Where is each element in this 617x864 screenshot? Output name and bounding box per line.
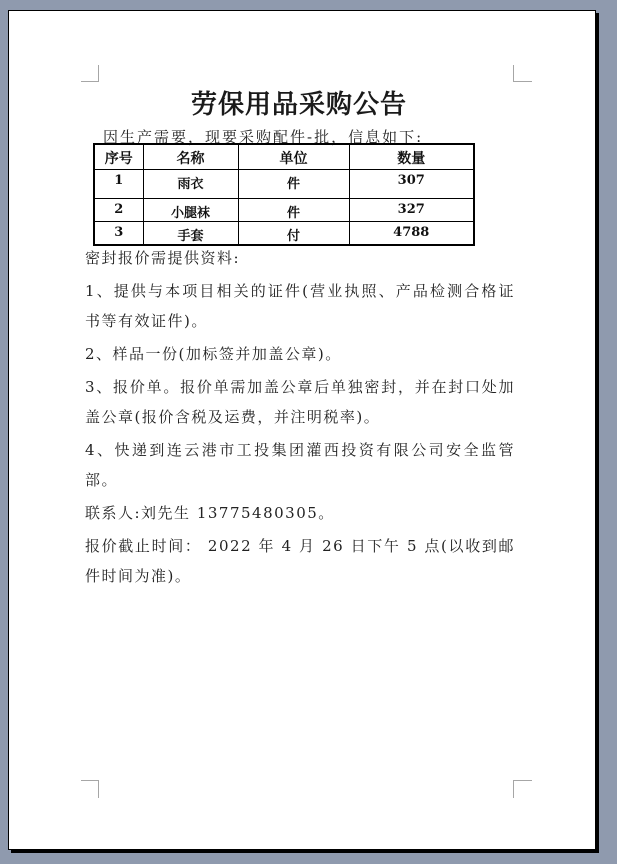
table-cell: 小腿袜 <box>143 198 238 221</box>
table-cell: 件 <box>238 198 349 221</box>
margin-crop-mark-top-left <box>81 65 99 82</box>
table-cell: 2 <box>94 198 143 221</box>
document-body <box>85 243 515 594</box>
table-cell: 手套 <box>143 221 238 245</box>
table-cell: 327 <box>349 198 474 221</box>
body-paragraph: 报价截止时间： 2022 年 4 月 26 日下午 5 点(以收到邮件时间为准)。 <box>85 537 515 585</box>
table-header-cell: 单位 <box>238 144 349 169</box>
table-cell: 雨衣 <box>143 169 238 198</box>
table-cell: 4788 <box>349 221 474 245</box>
body-paragraph: 3、报价单。报价单需加盖公章后单独密封，并在封口处加盖公章(报价含税及运费，并注明税率)。 <box>85 378 515 426</box>
margin-crop-mark-bottom-right <box>513 780 532 798</box>
table-header-cell: 序号 <box>94 144 143 169</box>
margin-crop-mark-bottom-left <box>81 780 99 798</box>
document-page <box>8 10 596 850</box>
table-row <box>94 198 474 221</box>
table-row <box>94 221 474 245</box>
table-row <box>94 169 474 198</box>
document-title: 劳保用品采购公告 <box>190 90 407 120</box>
table-cell: 3 <box>94 221 143 245</box>
table-cell: 付 <box>238 221 349 245</box>
table-header-row <box>94 144 474 169</box>
table-header-cell: 数量 <box>349 144 474 169</box>
body-paragraph: 2、样品一份(加标签并加盖公章)。 <box>85 345 342 363</box>
body-paragraph: 密封报价需提供资料: <box>85 249 241 267</box>
table-cell: 307 <box>349 169 474 198</box>
table-header-cell: 名称 <box>143 144 238 169</box>
body-paragraph: 1、提供与本项目相关的证件(营业执照、产品检测合格证书等有效证件)。 <box>85 282 515 330</box>
body-paragraph: 4、快递到连云港市工投集团灌西投资有限公司安全监管部。 <box>85 441 515 489</box>
table-cell: 件 <box>238 169 349 198</box>
procurement-table <box>93 143 475 246</box>
table-cell: 1 <box>94 169 143 198</box>
intro-paragraph: 因生产需要，现要采购配件-批，信息如下: <box>103 128 424 146</box>
body-paragraph: 联系人:刘先生 13775480305。 <box>85 504 335 522</box>
margin-crop-mark-top-right <box>513 65 532 82</box>
